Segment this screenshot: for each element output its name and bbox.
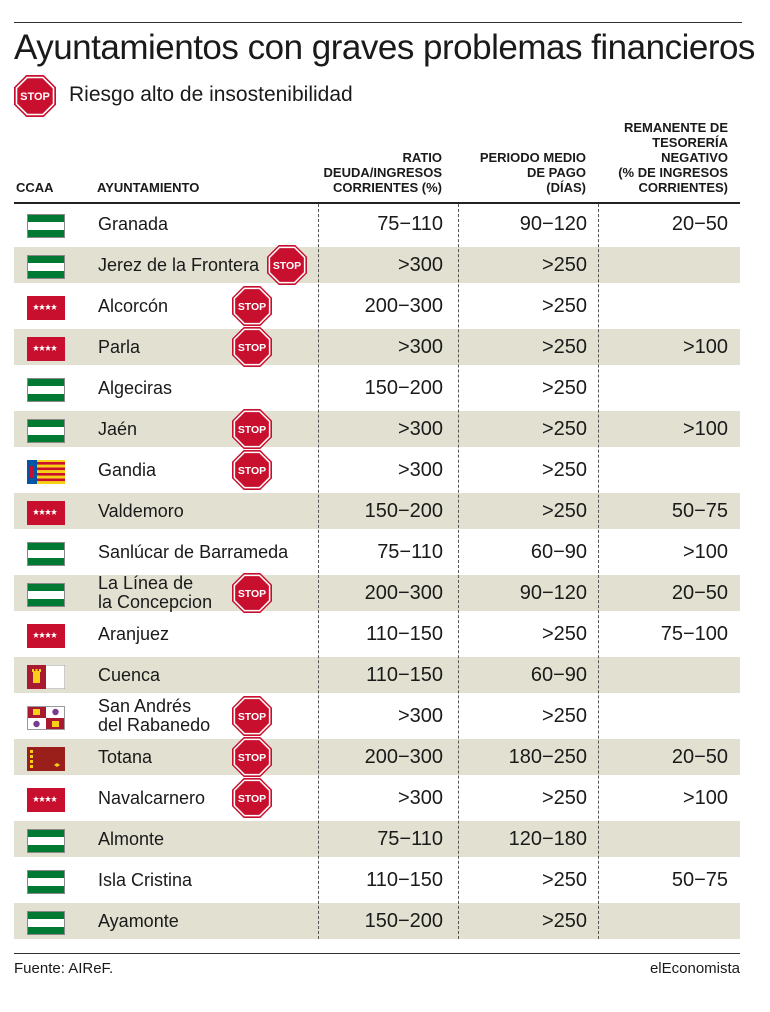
stop-sign-label: STOP [237,465,267,477]
periodo-value: >250 [541,868,587,891]
table-row [14,862,740,898]
footer-rule [14,953,740,954]
periodo-value: 180−250 [508,745,587,768]
ayuntamiento-name: Cuenca [98,664,161,685]
ratio-value: >300 [397,458,443,481]
table-row [14,534,740,570]
periodo-value: 60−90 [530,663,587,686]
stop-sign-icon [14,75,56,117]
ayuntamiento-name: Ayamonte [98,910,179,931]
remanente-value [604,452,728,488]
column-header-ayuntamiento: AYUNTAMIENTO [97,180,200,195]
remanente-value [604,288,728,324]
periodo-value: >250 [541,704,587,727]
table-row [14,657,740,693]
table-row [14,821,740,857]
stop-sign-icon [232,696,272,736]
flag-madrid-icon [27,337,65,361]
periodo-value: >250 [541,376,587,399]
column-header-remanente: REMANENTE DE TESORERÍA NEGATIVO (% DE INGRESOS CORRIENTES) [618,120,728,195]
stop-sign-icon [232,737,272,777]
column-divider [598,204,599,939]
periodo-value: >250 [541,253,587,276]
ratio-value: >300 [397,786,443,809]
periodo-value: >250 [541,335,587,358]
ayuntamiento-name: Gandia [98,459,157,480]
stop-sign-icon [267,245,307,285]
table-row [14,493,740,529]
ayuntamiento-name: Jerez de la Frontera [98,254,260,275]
flag-madrid-icon [27,624,65,648]
column-divider [318,204,319,939]
ratio-value: >300 [397,417,443,440]
remanente-value: >100 [682,786,728,809]
flag-andalucia-icon [27,419,65,443]
periodo-value: >250 [541,786,587,809]
remanente-value: >100 [682,540,728,563]
ayuntamiento-name: Valdemoro [98,500,184,521]
stop-sign-label: STOP [237,793,267,805]
ratio-value: 200−300 [364,745,443,768]
source-note: Fuente: AIReF. [14,960,114,977]
stop-sign-icon [232,327,272,367]
flag-andalucia-icon [27,829,65,853]
periodo-value: 90−120 [519,212,587,235]
flag-andalucia-icon [27,378,65,402]
legend-text: Riesgo alto de insostenibilidad [69,83,353,106]
flag-andalucia-icon [27,214,65,238]
stop-sign-label: STOP [20,91,50,103]
remanente-value [604,370,728,406]
table-row [14,698,740,734]
ratio-value: 200−300 [364,581,443,604]
remanente-value: 50−75 [671,499,728,522]
flag-valencia-icon [27,460,65,484]
periodo-value: >250 [541,499,587,522]
remanente-value: 75−100 [660,622,728,645]
table-row [14,288,740,324]
table-row [14,247,740,283]
table-row [14,903,740,939]
periodo-value: >250 [541,622,587,645]
page-title: Ayuntamientos con graves problemas financieros [14,28,755,67]
table-row [14,206,740,242]
stop-sign-label: STOP [272,260,302,272]
ratio-value: >300 [397,704,443,727]
ratio-value: 75−110 [377,212,443,235]
column-header-periodo: PERIODO MEDIO DE PAGO (DÍAS) [479,150,586,195]
table-row [14,411,740,447]
ayuntamiento-name: Almonte [98,828,165,849]
ayuntamiento-name: Sanlúcar de Barrameda [98,541,289,562]
flag-murcia-icon [27,747,65,771]
column-header-ccaa: CCAA [16,180,54,195]
remanente-value: 50−75 [671,868,728,891]
column-divider [458,204,459,939]
ratio-value: >300 [397,253,443,276]
flag-madrid-icon [27,788,65,812]
remanente-value: >100 [682,417,728,440]
ratio-value: 110−150 [366,868,443,891]
remanente-value [604,821,728,857]
flag-castilla-y-leon-icon [27,706,65,730]
ayuntamiento-name: Algeciras [98,377,173,398]
stop-sign-label: STOP [237,752,267,764]
ayuntamiento-name: Alcorcón [98,295,169,316]
ratio-value: 75−110 [377,827,443,850]
stop-sign-icon [232,286,272,326]
ayuntamiento-name: La Línea de la Concepcion [98,573,213,612]
remanente-value [604,698,728,734]
remanente-value [604,657,728,693]
table-row [14,452,740,488]
flag-andalucia-icon [27,870,65,894]
table-row [14,739,740,775]
stop-sign-icon [232,450,272,490]
flag-castilla-la-mancha-icon [27,665,65,689]
flag-andalucia-icon [27,255,65,279]
flag-madrid-icon [27,501,65,525]
periodo-value: >250 [541,909,587,932]
remanente-value: 20−50 [671,581,728,604]
header-rule [14,202,740,204]
ratio-value: 110−150 [366,663,443,686]
remanente-value [604,903,728,939]
remanente-value: >100 [682,335,728,358]
ratio-value: 200−300 [364,294,443,317]
stop-sign-icon [232,778,272,818]
ratio-value: 150−200 [364,376,443,399]
stop-sign-label: STOP [237,711,267,723]
remanente-value: 20−50 [671,212,728,235]
periodo-value: 90−120 [519,581,587,604]
ratio-value: 75−110 [377,540,443,563]
stop-sign-label: STOP [237,424,267,436]
remanente-value [604,247,728,283]
flag-andalucia-icon [27,911,65,935]
table-row [14,575,740,611]
stop-sign-icon [232,573,272,613]
stop-sign-label: STOP [237,588,267,600]
ayuntamiento-name: Parla [98,336,141,357]
ayuntamiento-name: San Andrés del Rabanedo [98,696,211,735]
table-row [14,780,740,816]
stop-sign-label: STOP [237,342,267,354]
periodo-value: >250 [541,417,587,440]
ayuntamiento-name: Granada [98,213,169,234]
table-row [14,616,740,652]
ratio-value: 110−150 [366,622,443,645]
periodo-value: >250 [541,294,587,317]
remanente-value: 20−50 [671,745,728,768]
flag-andalucia-icon [27,542,65,566]
flag-madrid-icon [27,296,65,320]
ratio-value: 150−200 [364,499,443,522]
table-row [14,370,740,406]
brand-logo: elEconomista [649,960,740,977]
ayuntamiento-name: Isla Cristina [98,869,193,890]
table-row [14,329,740,365]
ayuntamiento-name: Navalcarnero [98,787,206,808]
column-header-ratio: RATIO DEUDA/INGRESOS CORRIENTES (%) [323,150,442,195]
periodo-value: 60−90 [530,540,587,563]
ayuntamiento-name: Totana [98,746,153,767]
stop-sign-label: STOP [237,301,267,313]
top-rule [14,22,742,23]
stop-sign-icon [232,409,272,449]
ayuntamiento-name: Jaén [98,418,138,439]
ayuntamiento-name: Aranjuez [98,623,170,644]
ratio-value: >300 [397,335,443,358]
flag-andalucia-icon [27,583,65,607]
periodo-value: 120−180 [508,827,587,850]
periodo-value: >250 [541,458,587,481]
ratio-value: 150−200 [364,909,443,932]
